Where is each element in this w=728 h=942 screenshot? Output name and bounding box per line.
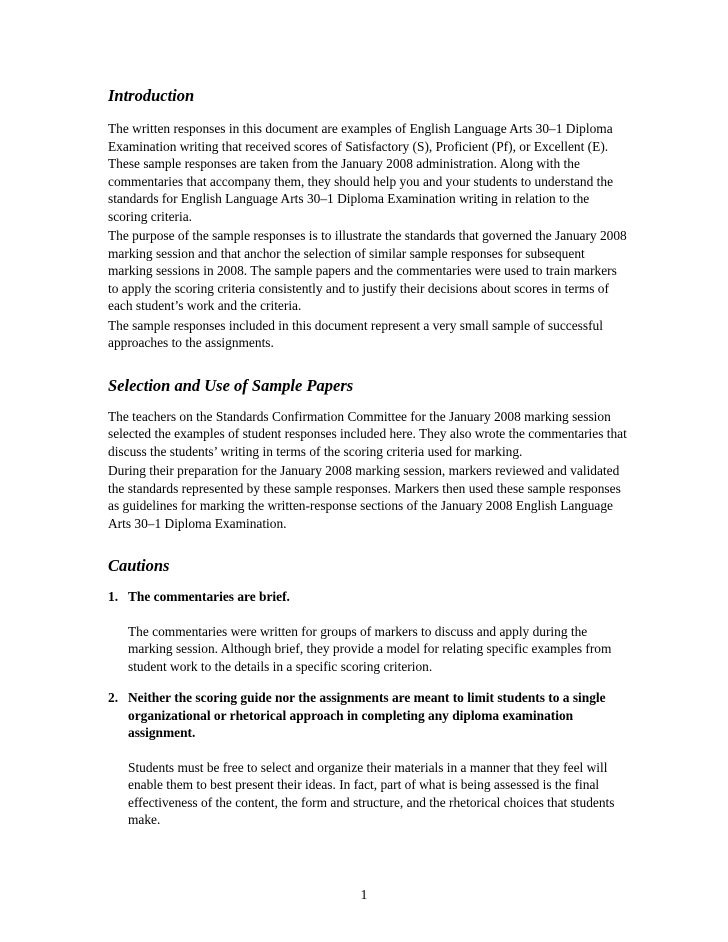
introduction-paragraph: The written responses in this document are examples of English Language Arts 30–1 Diploma Examination writing that received scores of Satisfactory (S), Proficient (Pf), or Excellent (E). These sample responses are taken from the January 2008 administration. Along with the commentaries that accompany them, they should help you and your students to understand the standards for English Language Arts 30–1 Diploma Examination writing in relation to the scoring criteria. [108,121,614,224]
cautions-heading: Cautions [108,556,170,575]
document-page [108,86,628,829]
caution-title: Neither the scoring guide nor the assignments are meant to limit students to a single organizational or rhetorical approach in completing any diploma examination assignment. [128,690,606,740]
caution-body: The commentaries were written for groups of markers to discuss and apply during the marking session. Although brief, they provide a model for relating specific examples from student work to the details in a specific scoring criterion. [128,623,612,674]
caution-title: The commentaries are brief. [128,589,290,604]
caution-item [108,588,628,675]
selection-paragraph: During their preparation for the January 2008 marking session, markers reviewed and validated the standards represented by these sample responses. Markers then used these sample responses as guidelines for marking the written-response sections of the January 2008 English Language Arts 30–1 Diploma Examination. [108,463,621,531]
caution-number: 1. [108,589,119,604]
introduction-paragraph: The purpose of the sample responses is to illustrate the standards that governed the January 2008 marking session and that anchor the selection of similar sample responses for subsequent marking sessions in 2008. The sample papers and the commentaries were used to train markers to apply the scoring criteria consistently and to justify their decisions about scores in terms of each student’s work and the criteria. [108,228,627,313]
selection-heading: Selection and Use of Sample Papers [108,375,354,395]
caution-number: 2. [108,690,119,705]
introduction-heading: Introduction [108,86,195,105]
caution-body: Students must be free to select and organize their materials in a manner that they feel will enable them to best present their ideas. In fact, part of what is being assessed is the final effectiveness of the content, the form and structure, and the rhetorical choices that students make. [128,759,615,827]
selection-paragraph: The teachers on the Standards Confirmation Committee for the January 2008 marking session selected the examples of student responses included here. They also wrote the commentaries that discuss the students’ writing in terms of the scoring criteria used for marking. [108,408,627,459]
page-number: 1 [360,887,368,902]
caution-item [108,689,628,829]
introduction-paragraph: The sample responses included in this document represent a very small sample of successful approaches to the assignments. [108,317,603,350]
